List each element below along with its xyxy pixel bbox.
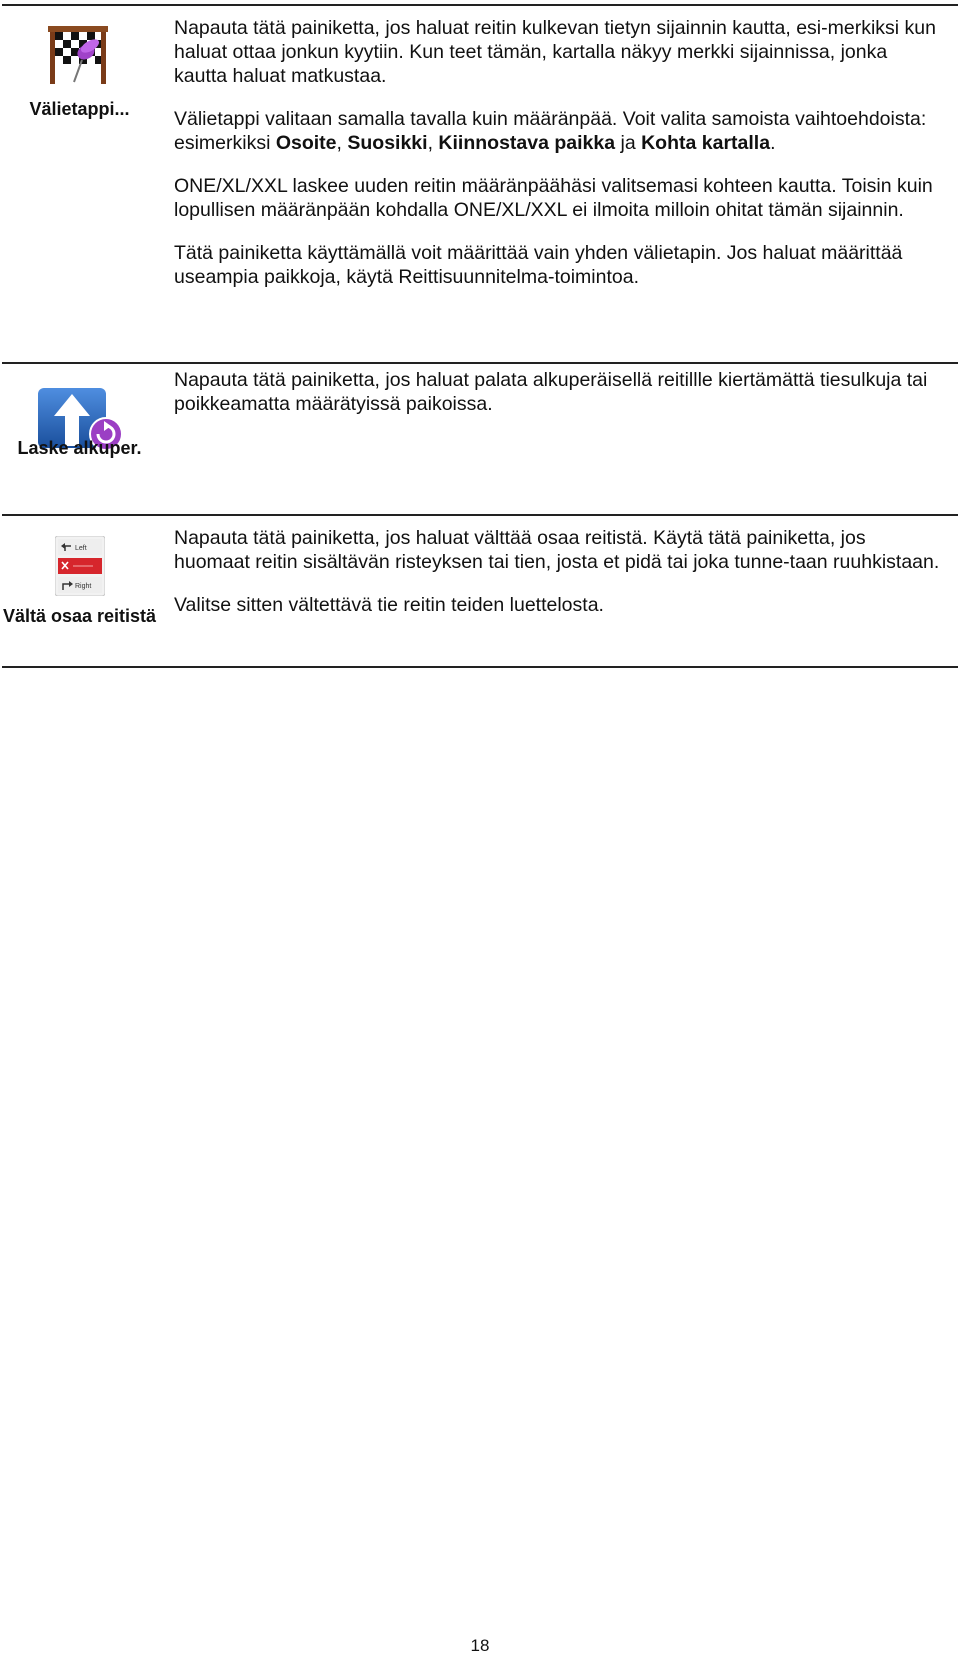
paragraph: Valitse sitten vältettävä tie reitin teiden luettelosta. [174,594,604,616]
table-row-waypoint [0,4,960,362]
text-run: ja [615,132,642,154]
paragraph: Napauta tätä painiketta, jos haluat palata alkuperäisellä reitillle kiertämättä tiesulkuja tai poikkeamatta määrätyissä paikoissa. [174,369,928,415]
paragraph: Tätä painiketta käyttämällä voit määrittää vain yhden välietapin. Jos haluat määrittää useampia paikkoja, käytä Reittisuunnitelma-toimintoa. [174,242,903,288]
button-label-avoid-part-of-route: Vältä osaa reitistä [2,606,157,626]
paragraph: Napauta tätä painiketta, jos haluat välttää osaa reitistä. Käytä tätä painiketta, jos huomaat reitin sisältävän risteyksen tai tien, josta et pidä tai joka tunne-taan ruuhkistaan. [174,527,940,573]
option-kiinnostava-paikka: Kiinnostava paikka [438,132,616,154]
paragraph [174,107,944,155]
text-run: , [427,132,439,154]
recalculate-original-description [174,368,944,435]
waypoint-checkered-flag-pin-icon [44,24,112,86]
table-bottom-rule [2,666,958,668]
waypoint-description [174,16,944,308]
text-run: Välietappi valitaan samalla tavalla kuin määränpää. Voit valita samoista vaihtoehdoista: esimerkiksi [174,108,927,154]
page-number: 18 [470,1636,490,1655]
button-label-recalculate-original: Laske alkuper. [17,438,142,458]
option-kohta-kartalla: Kohta kartalla [641,132,771,154]
button-label-waypoint: Välietappi... [29,99,130,119]
text-run: , [336,132,348,154]
icon-left-text: Left [75,545,87,552]
avoid-part-of-route-icon [55,536,105,596]
table-row-recalculate-original [0,362,960,514]
option-suosikki: Suosikki [347,132,428,154]
option-osoite: Osoite [275,132,337,154]
icon-right-text: Right [75,583,92,590]
paragraph: Napauta tätä painiketta, jos haluat reitin kulkevan tietyn sijainnin kautta, esi-merkiksi kun haluat ottaa jonkun kyytiin. Kun teet tämän, kartalla näkyy merkki sijainnissa, jonka kautta haluat matkustaa. [174,17,936,87]
paragraph: ONE/XL/XXL laskee uuden reitin määränpäähäsi valitsemasi kohteen kautta. Toisin kuin lopullisen määränpään kohdalla ONE/XL/XXL ei ilmoita milloin ohitat tämän sijainnin. [174,175,933,221]
table-row-avoid-part-of-route [0,514,960,666]
text-run: . [770,132,776,154]
avoid-part-of-route-description [174,526,944,636]
